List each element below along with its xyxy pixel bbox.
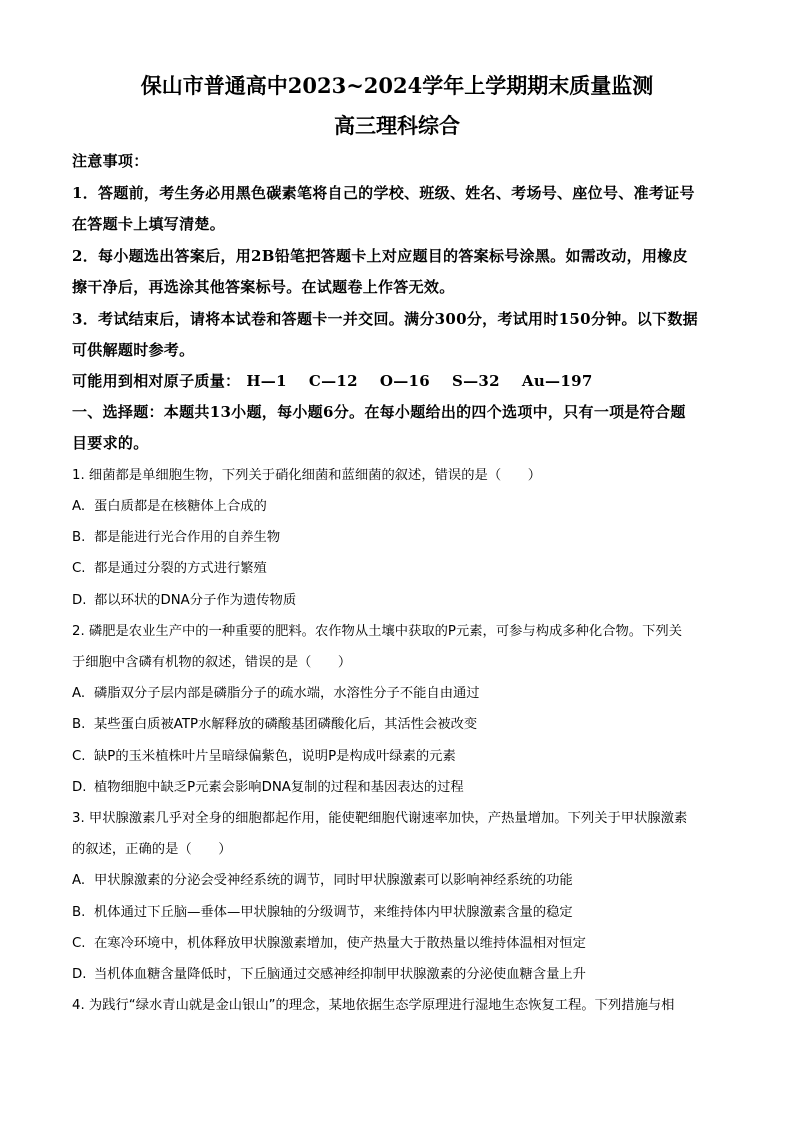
notice-item-1-line-2: 在答题卡上填写清楚。 — [72, 215, 226, 233]
atomic-mass-au: Au—197 — [521, 372, 593, 390]
question-1-option-d: D. 都以环状的DNA分子作为遗传物质 — [72, 593, 297, 608]
notice-item-2-line-2: 擦干净后，再选涂其他答案标号。在试题卷上作答无效。 — [72, 278, 455, 296]
question-2-option-a: A. 磷脂双分子层内部是磷脂分子的疏水端，水溶性分子不能自由通过 — [72, 686, 480, 701]
atomic-masses — [72, 370, 724, 391]
question-2-option-b: B. 某些蛋白质被ATP水解释放的磷酸基团磷酸化后，其活性会被改变 — [72, 717, 478, 732]
notice-item-3-line-2: 可供解题时参考。 — [72, 341, 195, 359]
question-2-option-d: D. 植物细胞中缺乏P元素会影响DNA复制的过程和基因表达的过程 — [72, 780, 464, 795]
notice-item-2-line-1: 2．每小题选出答案后，用2B铅笔把答题卡上对应题目的答案标号涂黑。如需改动，用橡皮 — [72, 247, 688, 265]
notice-item-1-line-1: 1．答题前，考生务必用黑色碳素笔将自己的学校、班级、姓名、考场号、座位号、准考证号 — [72, 184, 695, 202]
question-2-stem-line-2: 于细胞中含磷有机物的叙述，错误的是（ ） — [72, 655, 352, 670]
exam-title: 保山市普通高中2023~2024学年上学期期末质量监测 — [140, 73, 654, 98]
atomic-mass-h: H—1 — [246, 372, 287, 390]
question-1-stem: 1. 细菌都是单细胞生物，下列关于硝化细菌和蓝细菌的叙述，错误的是（ ） — [72, 468, 542, 483]
notice-heading: 注意事项： — [72, 152, 149, 170]
section-1-heading-line-1: 一、选择题：本题共13小题，每小题6分。在每小题给出的四个选项中，只有一项是符合题 — [72, 403, 686, 421]
question-1-option-c: C. 都是通过分裂的方式进行繁殖 — [72, 561, 267, 576]
atomic-mass-o: O—16 — [379, 372, 430, 390]
question-4-stem-line-1: 4. 为践行“绿水青山就是金山银山”的理念，某地依据生态学原理进行湿地生态恢复工程。下列措施与相 — [72, 998, 675, 1013]
question-2-stem-line-1: 2. 磷肥是农业生产中的一种重要的肥料。农作物从土壤中获取的P元素，可参与构成多种化合物。下列关 — [72, 624, 682, 639]
question-3-option-b: B. 机体通过下丘脑—垂体—甲状腺轴的分级调节，来维持体内甲状腺激素含量的稳定 — [72, 905, 573, 920]
question-3-option-d: D. 当机体血糖含量降低时，下丘脑通过交感神经抑制甲状腺激素的分泌使血糖含量上升 — [72, 967, 586, 982]
question-1-option-a: A. 蛋白质都是在核糖体上合成的 — [72, 499, 267, 514]
question-3-stem-line-2: 的叙述，正确的是（ ） — [72, 842, 232, 857]
notice-item-3-line-1: 3．考试结束后，请将本试卷和答题卡一并交回。满分300分，考试用时150分钟。以下数据 — [72, 310, 698, 328]
atomic-mass-c: C—12 — [308, 372, 358, 390]
question-1-option-b: B. 都是能进行光合作用的自养生物 — [72, 530, 281, 545]
question-2-option-c: C. 缺P的玉米植株叶片呈暗绿偏紫色，说明P是构成叶绿素的元素 — [72, 749, 456, 764]
question-3-option-a: A. 甲状腺激素的分泌会受神经系统的调节，同时甲状腺激素可以影响神经系统的功能 — [72, 873, 573, 888]
exam-subtitle: 高三理科综合 — [334, 113, 460, 138]
question-3-stem-line-1: 3. 甲状腺激素几乎对全身的细胞都起作用，能使靶细胞代谢速率加快，产热量增加。下列关于甲状腺激素 — [72, 811, 688, 826]
section-1-heading-line-2: 目要求的。 — [72, 434, 149, 452]
atomic-mass-s: S—32 — [451, 372, 500, 390]
question-3-option-c: C. 在寒冷环境中，机体释放甲状腺激素增加，使产热量大于散热量以维持体温相对恒定 — [72, 936, 586, 951]
atomic-masses-label: 可能用到相对原子质量： — [72, 372, 241, 390]
